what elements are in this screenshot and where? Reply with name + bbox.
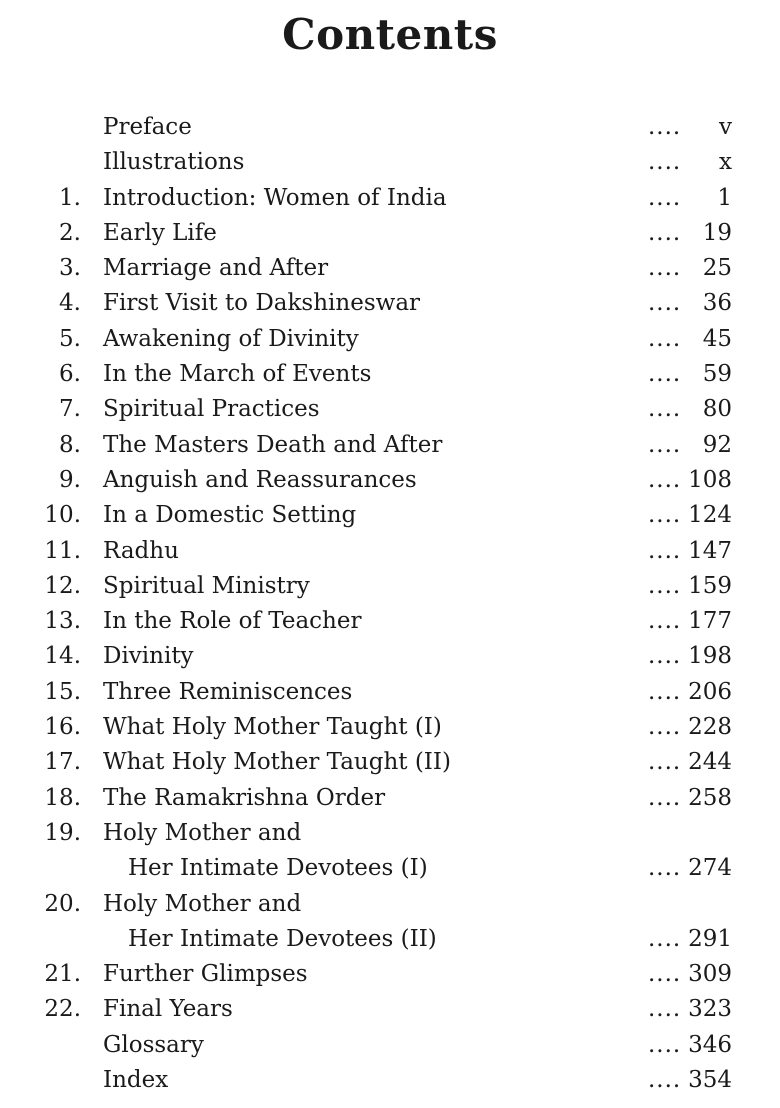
entry-number: 3. [59,255,81,282]
leader-dots: .... [648,749,682,776]
toc-entry [0,710,780,745]
toc-entry [0,851,780,886]
entry-title: In the March of Events [103,361,372,388]
toc-entry [0,639,780,674]
entry-number: 7. [59,396,81,423]
page-number: 147 [688,537,732,564]
entry-number: 6. [59,361,81,388]
page-number: 124 [688,502,732,529]
entry-title: Introduction: Women of India [103,184,447,211]
toc-entry [0,992,780,1027]
entry-title: What Holy Mother Taught (II) [103,749,451,776]
page-number: 45 [702,325,732,352]
page-number: 206 [688,678,732,705]
entry-title: Radhu [103,537,179,564]
page-number: 59 [702,361,732,388]
leader-dots: .... [648,784,682,811]
entry-number: 21. [44,961,81,988]
entry-title: Index [103,1067,169,1094]
toc-entry [0,145,780,180]
entry-title: What Holy Mother Taught (I) [103,714,442,741]
toc-entry [0,322,780,357]
table-of-contents [0,110,780,1098]
entry-title: In the Role of Teacher [103,608,362,635]
leader-dots: .... [648,643,682,670]
page-number: 244 [688,749,732,776]
entry-number: 15. [44,678,81,705]
toc-entry [0,781,780,816]
toc-entry [0,604,780,639]
entry-number: 11. [44,537,81,564]
page-number: 36 [702,290,732,317]
entry-number: 18. [44,784,81,811]
leader-dots: .... [648,855,682,882]
entry-title: Her Intimate Devotees (II) [128,925,437,952]
entry-number: 17. [44,749,81,776]
page-number: 291 [688,925,732,952]
toc-entry [0,463,780,498]
entry-title: Further Glimpses [103,961,308,988]
page-number: 228 [688,714,732,741]
entry-number: 14. [44,643,81,670]
entry-title: The Ramakrishna Order [103,784,386,811]
toc-entry [0,957,780,992]
entry-title: Three Reminiscences [103,678,353,705]
entry-number: 10. [44,502,81,529]
toc-entry [0,110,780,145]
toc-entry [0,816,780,851]
leader-dots: .... [648,572,682,599]
page-number: 177 [688,608,732,635]
entry-title: Spiritual Ministry [103,572,310,599]
entry-number: 1. [59,184,81,211]
leader-dots: .... [648,219,682,246]
entry-number: 13. [44,608,81,635]
toc-entry [0,922,780,957]
leader-dots: .... [648,714,682,741]
leader-dots: .... [648,1031,682,1058]
leader-dots: .... [648,537,682,564]
page-number: 323 [688,996,732,1023]
leader-dots: .... [648,396,682,423]
toc-entry [0,887,780,922]
toc-entry [0,498,780,533]
page-number: 354 [688,1067,732,1094]
page-number: 25 [702,255,732,282]
leader-dots: .... [648,961,682,988]
toc-entry [0,216,780,251]
toc-entry [0,1028,780,1063]
entry-title: Divinity [103,643,194,670]
page-number: 1 [717,184,732,211]
leader-dots: .... [648,608,682,635]
toc-entry [0,357,780,392]
toc-entry [0,745,780,780]
leader-dots: .... [648,466,682,493]
entry-title: Spiritual Practices [103,396,320,423]
page-number: 274 [688,855,732,882]
entry-title: Anguish and Reassurances [103,466,417,493]
page-number: v [719,114,732,140]
entry-number: 19. [44,819,81,846]
leader-dots: .... [648,678,682,705]
entry-title: Preface [103,114,192,140]
entry-title: The Masters Death and After [103,431,443,458]
entry-number: 22. [44,996,81,1023]
leader-dots: .... [648,925,682,952]
leader-dots: .... [648,184,682,211]
entry-number: 9. [59,466,81,493]
leader-dots: .... [648,255,682,282]
page-number: 92 [702,431,732,458]
entry-number: 8. [59,431,81,458]
entry-number: 20. [44,890,81,917]
leader-dots: .... [648,1067,682,1094]
entry-number: 2. [59,219,81,246]
toc-entry [0,286,780,321]
page-number: 258 [688,784,732,811]
entry-number: 5. [59,325,81,352]
leader-dots: .... [648,290,682,317]
entry-number: 12. [44,572,81,599]
entry-title: In a Domestic Setting [103,502,357,529]
entry-title: Illustrations [103,149,245,176]
page-number: x [719,149,732,176]
entry-title: Her Intimate Devotees (I) [128,855,428,882]
toc-entry [0,251,780,286]
page-number: 346 [688,1031,732,1058]
page-number: 198 [688,643,732,670]
leader-dots: .... [648,325,682,352]
entry-title: Awakening of Divinity [103,325,359,352]
entry-title: Early Life [103,219,217,246]
entry-title: Final Years [103,996,233,1023]
entry-title: First Visit to Dakshineswar [103,290,421,317]
leader-dots: .... [648,361,682,388]
entry-title: Glossary [103,1031,204,1058]
entry-number: 4. [59,290,81,317]
toc-entry [0,1063,780,1098]
page-number: 19 [702,219,732,246]
page-number: 309 [688,961,732,988]
entry-number: 16. [44,714,81,741]
toc-entry [0,569,780,604]
entry-title: Holy Mother and [103,819,302,846]
toc-entry [0,675,780,710]
toc-entry [0,181,780,216]
entry-title: Marriage and After [103,255,329,282]
page-title: Contents [282,10,498,59]
toc-entry [0,534,780,569]
leader-dots: .... [648,996,682,1023]
toc-entry [0,392,780,427]
entry-title: Holy Mother and [103,890,302,917]
page-number: 159 [688,572,732,599]
leader-dots: .... [648,114,682,140]
page-number: 80 [702,396,732,423]
toc-entry [0,428,780,463]
leader-dots: .... [648,431,682,458]
leader-dots: .... [648,149,682,176]
leader-dots: .... [648,502,682,529]
page-number: 108 [688,466,732,493]
